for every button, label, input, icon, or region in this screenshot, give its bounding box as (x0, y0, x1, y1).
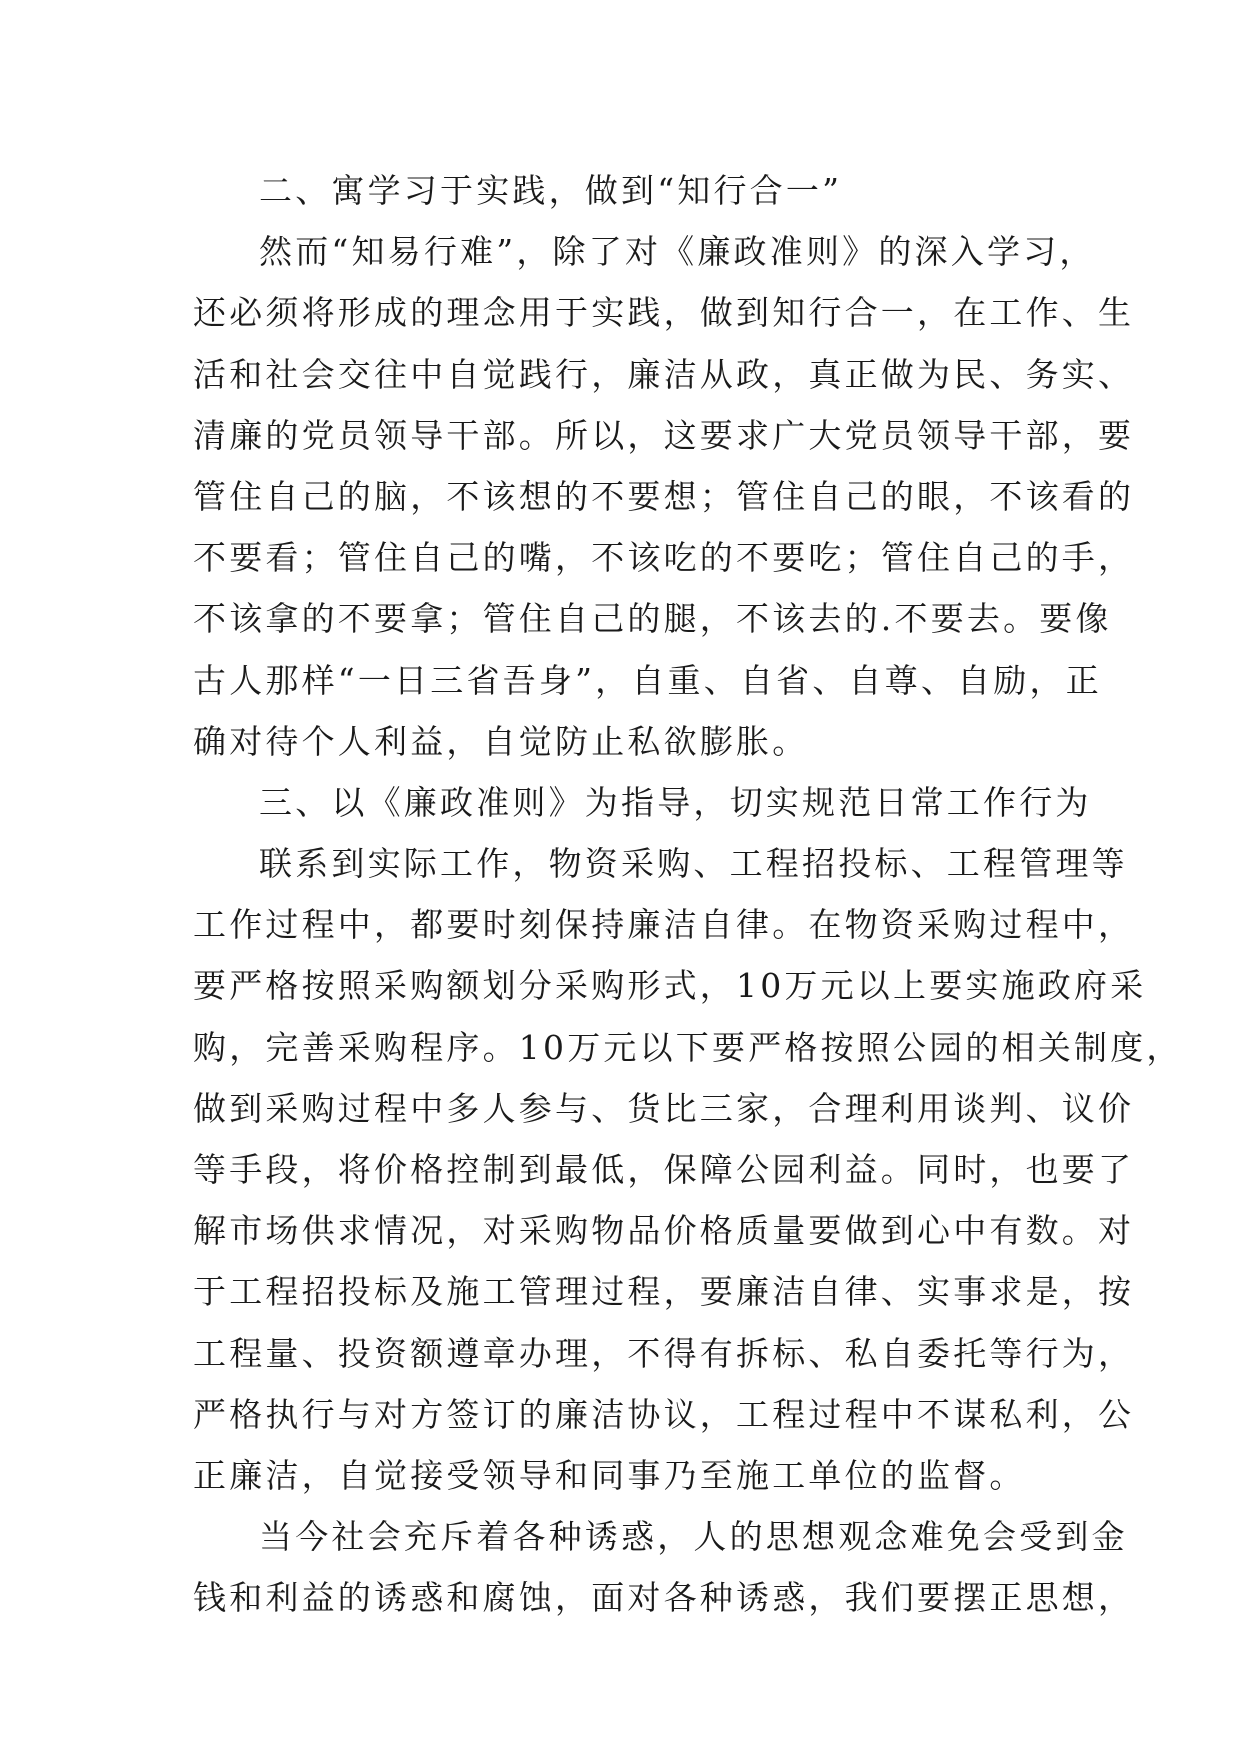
paragraph-line: 钱和利益的诱惑和腐蚀，面对各种诱惑，我们要摆正思想， (193, 1578, 1135, 1618)
paragraph-line: 清廉的党员领导干部。所以，这要求广大党员领导干部，要 (193, 415, 1135, 455)
paragraph-line: 还必须将形成的理念用于实践，做到知行合一，在工作、生 (193, 293, 1135, 333)
paragraph-line: 要严格按照采购额划分采购形式，10万元以上要实施政府采 (193, 966, 1147, 1006)
paragraph-line: 然而“知易行难”，除了对《廉政准则》的深入学习， (259, 232, 1096, 272)
paragraph-line: 古人那样“一日三省吾身”，自重、自省、自尊、自励，正 (193, 660, 1102, 700)
section-heading-2: 二、寓学习于实践，做到“知行合一” (259, 171, 843, 210)
paragraph-line: 解市场供求情况，对采购物品价格质量要做到心中有数。对 (193, 1211, 1135, 1251)
paragraph-line: 确对待个人利益，自觉防止私欲膨胀。 (193, 721, 809, 761)
paragraph-line: 不要看；管住自己的嘴，不该吃的不要吃；管住自己的手， (193, 538, 1135, 578)
section-heading-3: 三、以《廉政准则》为指导，切实规范日常工作行为 (259, 782, 1092, 822)
paragraph-line: 管住自己的脑，不该想的不要想；管住自己的眼，不该看的 (193, 476, 1135, 516)
paragraph-line: 于工程招投标及施工管理过程，要廉洁自律、实事求是，按 (193, 1272, 1135, 1312)
paragraph-line: 当今社会充斥着各种诱惑，人的思想观念难免会受到金 (259, 1517, 1128, 1557)
paragraph-line: 购，完善采购程序。10万元以下要严格按照公园的相关制度， (193, 1027, 1183, 1067)
paragraph-line: 正廉洁，自觉接受领导和同事乃至施工单位的监督。 (193, 1455, 1026, 1495)
paragraph-line: 等手段，将价格控制到最低，保障公园利益。同时，也要了 (193, 1150, 1135, 1189)
document-body (193, 160, 1183, 1629)
paragraph-line: 联系到实际工作，物资采购、工程招投标、工程管理等 (259, 844, 1128, 884)
paragraph-line: 工作过程中，都要时刻保持廉洁自律。在物资采购过程中， (193, 905, 1135, 945)
paragraph-line: 做到采购过程中多人参与、货比三家，合理利用谈判、议价 (193, 1088, 1135, 1128)
paragraph-line: 严格执行与对方签订的廉洁协议，工程过程中不谋私利，公 (193, 1394, 1135, 1434)
paragraph-line: 不该拿的不要拿；管住自己的腿，不该去的.不要去。要像 (193, 599, 1112, 639)
paragraph-line: 工程量、投资额遵章办理，不得有拆标、私自委托等行为， (193, 1333, 1135, 1373)
paragraph-line: 活和社会交往中自觉践行，廉洁从政，真正做为民、务实、 (193, 354, 1135, 394)
